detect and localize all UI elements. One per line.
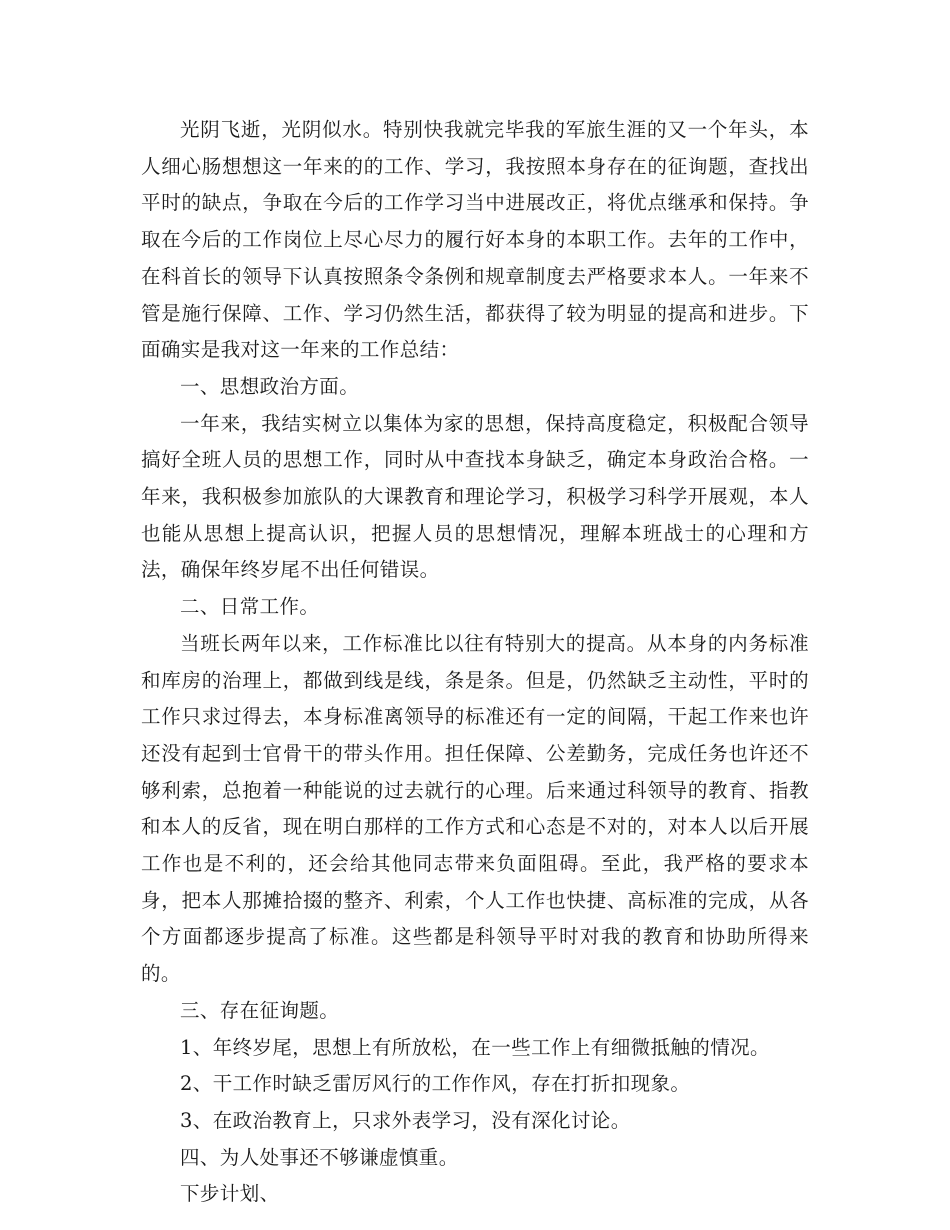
section-3-heading: 三、存在征询题。 [180, 998, 340, 1022]
section-2-paragraph: 当班长两年以来，工作标准比以往有特别大的提高。从本身的内务标准和库房的治理上，都做到线是线，条是条。但是，仍然缺乏主动性，平时的工作只求过得去，本身标准离领导的标准还有一定的间隔，干起工作来也许还没有起到士官骨干的带头作用。担任保障、公差勤务，完成任务也许还不够利索，总抱着一种能说的过去就行的心理。后来通过科领导的教育、指教和本人的反省，现在明白那样的工作方式和心态是不对的，对本人以后开展工作也是不利的，还会给其他同志带来负面阻碍。至此，我严格的要求本身，把本人那摊拾掇的整齐、利索，个人工作也快捷、高标准的完成，从各个方面都逐步提高了标准。这些都是科领导平时对我的教育和协助所得来的。 [141, 631, 809, 986]
section-1-heading: 一、思想政治方面。 [180, 374, 360, 398]
list-item: 3、在政治教育上，只求外表学习，没有深化讨论。 [180, 1108, 631, 1132]
section-1-paragraph: 一年来，我结实树立以集体为家的思想，保持高度稳定，积极配合领导搞好全班人员的思想工作，同时从中查找本身缺乏，确定本身政治合格。一年来，我积极参加旅队的大课教育和理论学习，积极学习科学开展观，本人也能从思想上提高认识，把握人员的思想情况，理解本班战士的心理和方法，确保年终岁尾不出任何错误。 [141, 411, 809, 582]
section-4-heading: 四、为人处事还不够谦虚慎重。 [180, 1145, 459, 1169]
list-item: 2、干工作时缺乏雷厉风行的工作作风，存在打折扣现象。 [180, 1072, 691, 1096]
section-2-heading: 二、日常工作。 [180, 595, 320, 619]
list-item: 1、年终岁尾，思想上有所放松，在一些工作上有细微抵触的情况。 [180, 1035, 770, 1059]
intro-paragraph: 光阴飞逝，光阴似水。特别快我就完毕我的军旅生涯的又一个年头，本人细心肠想想这一年来的的工作、学习，我按照本身存在的征询题，查找出平时的缺点，争取在今后的工作学习当中进展改正，将优点继承和保持。争取在今后的工作岗位上尽心尽力的履行好本身的本职工作。去年的工作中，在科首长的领导下认真按照条令条例和规章制度去严格要求本人。一年来不管是施行保障、工作、学习仍然生活，都获得了较为明显的提高和进步。下面确实是我对这一年来的工作总结： [141, 118, 809, 362]
next-plan-heading: 下步计划、 [180, 1182, 280, 1206]
document-body [141, 112, 809, 1213]
